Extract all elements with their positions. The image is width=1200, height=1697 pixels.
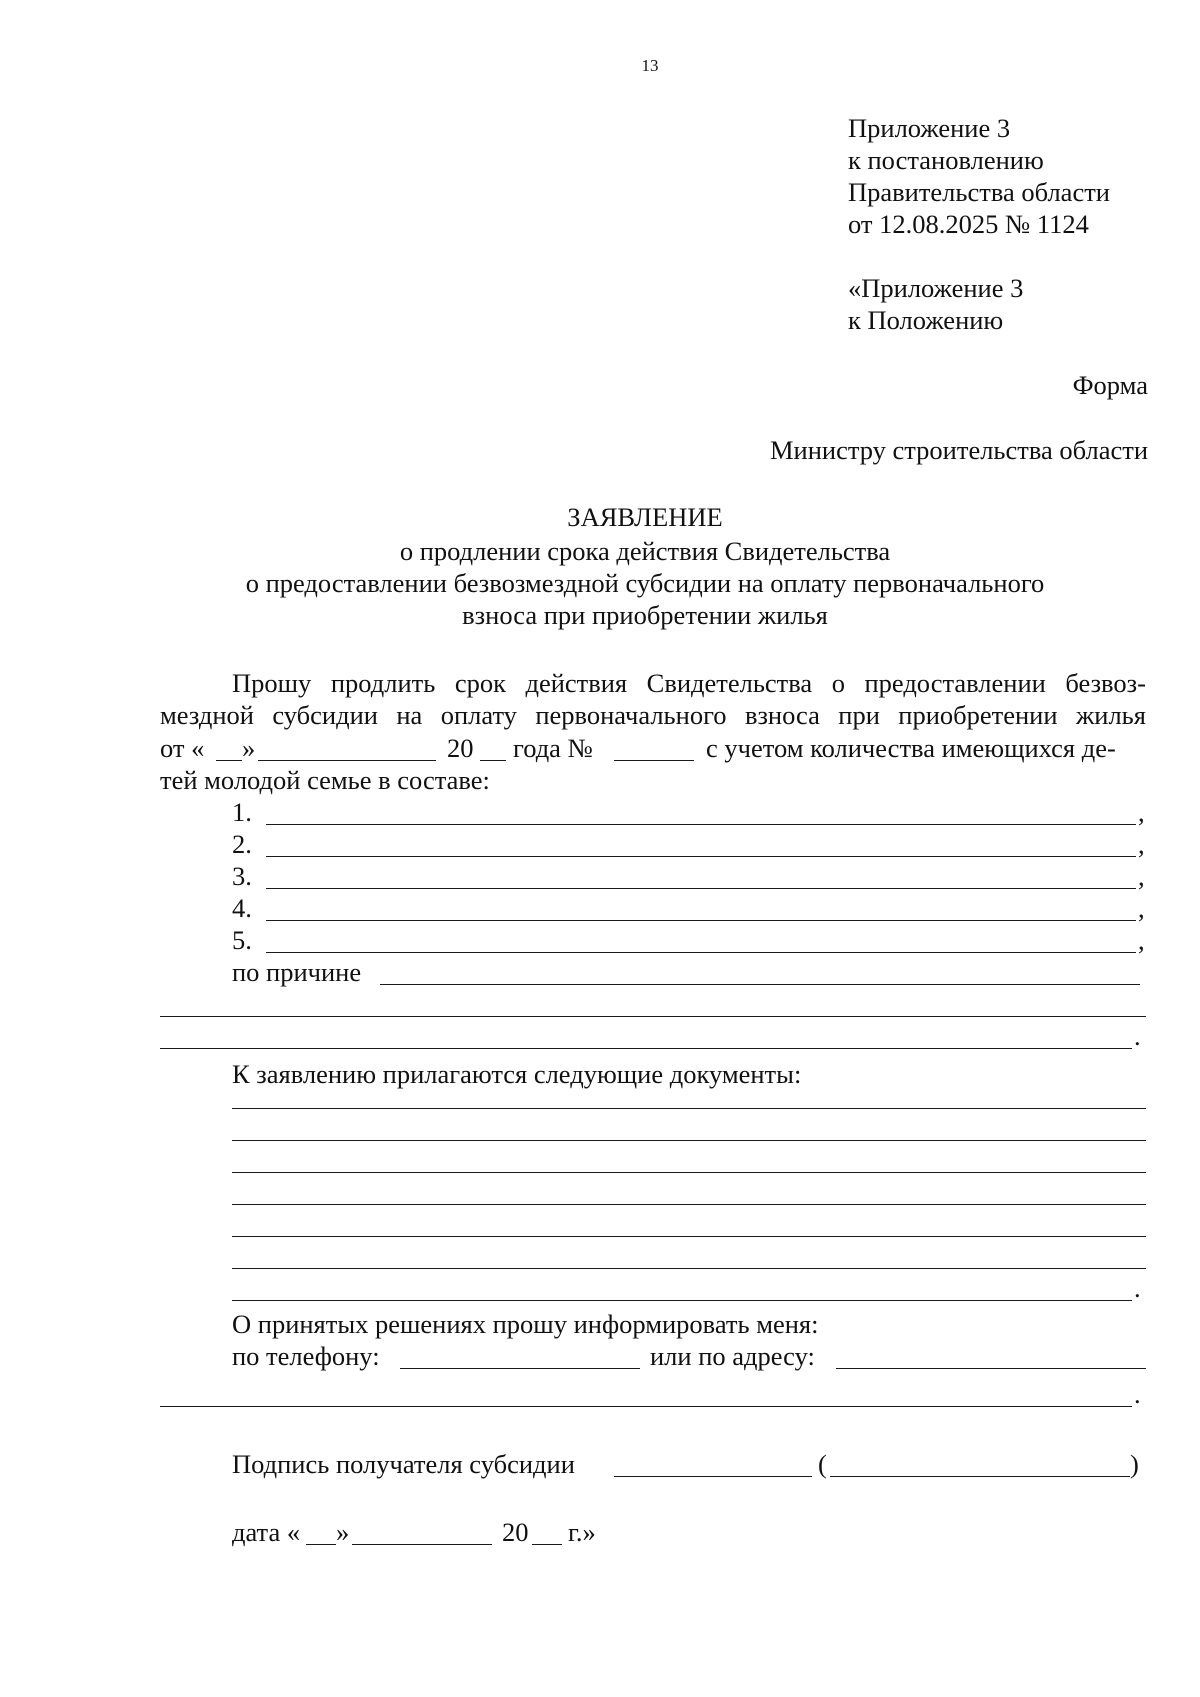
word: безвоз-	[1065, 668, 1146, 698]
address-period: .	[1134, 1379, 1141, 1409]
form-label: Форма	[1072, 370, 1148, 400]
addressee: Министру строительства области	[769, 435, 1148, 465]
document-field-1[interactable]	[232, 1108, 1146, 1109]
list-item-number: 3.	[232, 861, 252, 891]
word: Прошу	[232, 668, 312, 698]
list-item-number: 1.	[232, 797, 252, 827]
word: о	[831, 668, 845, 698]
date-close-quote: »	[242, 733, 256, 763]
signature-label: Подпись получателя субсидии	[232, 1449, 575, 1479]
reason-period: .	[1134, 1021, 1141, 1051]
address-field-1[interactable]	[836, 1368, 1146, 1369]
title-line: взноса при приобретении жилья	[462, 600, 828, 630]
reason-label: по причине	[232, 957, 362, 987]
number-label: года №	[513, 733, 593, 763]
child-field-5[interactable]	[266, 952, 1136, 953]
title-line: о предоставлении безвозмездной субсидии на оплату первоначального	[245, 568, 1045, 598]
word: срок	[454, 668, 506, 698]
address-field-2[interactable]	[160, 1406, 1132, 1407]
word: на	[396, 700, 423, 730]
phone-label: по телефону:	[232, 1341, 380, 1371]
reason-field-1[interactable]	[380, 984, 1140, 985]
appendix-line: к постановлению	[848, 145, 1044, 175]
child-field-2[interactable]	[266, 856, 1136, 857]
signature-close-paren: )	[1130, 1449, 1139, 1479]
child-field-4[interactable]	[266, 920, 1136, 921]
appendix-line: «Приложение 3	[848, 273, 1024, 303]
documents-label: К заявлению прилагаются следующие документы:	[232, 1059, 802, 1089]
appendix-header-2	[848, 272, 1023, 336]
date-year-suffix: г.»	[568, 1517, 596, 1547]
list-item-number: 4.	[232, 893, 252, 923]
signature-day-field[interactable]	[306, 1544, 336, 1545]
document-field-2[interactable]	[232, 1140, 1146, 1141]
document-field-6[interactable]	[232, 1268, 1146, 1269]
body-line-2	[160, 700, 1146, 731]
signature-field[interactable]	[614, 1476, 812, 1477]
year-field[interactable]	[480, 760, 506, 761]
word: предоставлении	[864, 668, 1046, 698]
word: Свидетельства	[646, 668, 813, 698]
appendix-line: к Положению	[848, 305, 1004, 335]
word: продлить	[330, 668, 436, 698]
document-field-4[interactable]	[232, 1204, 1146, 1205]
date-year-prefix: 20	[502, 1517, 529, 1547]
phone-field[interactable]	[400, 1368, 640, 1369]
page-number: 13	[641, 56, 659, 75]
year-prefix: 20	[447, 733, 474, 763]
word: субсидии	[272, 700, 378, 730]
child-field-3[interactable]	[266, 888, 1136, 889]
reason-field-3[interactable]	[160, 1048, 1132, 1049]
title-line: о продлении срока действия Свидетельства	[399, 536, 891, 566]
body-line-3-tail: с учетом количества имеющихся де-	[706, 733, 1116, 763]
date-label: дата «	[232, 1517, 301, 1547]
date-close-quote: »	[336, 1517, 350, 1547]
body-line-4: тей молодой семье в составе:	[160, 765, 490, 795]
certificate-number-field[interactable]	[614, 760, 694, 761]
inform-label: О принятых решениях прошу информировать меня:	[232, 1309, 819, 1339]
signature-year-field[interactable]	[532, 1544, 562, 1545]
word: жилья	[1075, 700, 1146, 730]
appendix-header	[848, 112, 1110, 240]
document-field-5[interactable]	[232, 1236, 1146, 1237]
word: первоначального	[535, 700, 727, 730]
word: действия	[525, 668, 628, 698]
date-open-quote: от «	[160, 733, 205, 763]
address-label: или по адресу:	[650, 1341, 815, 1371]
list-item-comma: ,	[1138, 829, 1145, 859]
word: оплату	[440, 700, 517, 730]
signature-name-field[interactable]	[830, 1476, 1130, 1477]
reason-field-2[interactable]	[160, 1016, 1146, 1017]
word: при	[838, 700, 880, 730]
list-item-number: 2.	[232, 829, 252, 859]
word: взноса	[744, 700, 820, 730]
day-field[interactable]	[216, 760, 242, 761]
list-item-comma: ,	[1138, 893, 1145, 923]
document-title: ЗАЯВЛЕНИЕ	[567, 502, 723, 532]
documents-period: .	[1134, 1273, 1141, 1303]
document-field-7[interactable]	[232, 1300, 1132, 1301]
signature-month-field[interactable]	[352, 1544, 492, 1545]
word: мездной	[160, 700, 254, 730]
appendix-line: от 12.08.2025 № 1124	[848, 209, 1089, 239]
list-item-number: 5.	[232, 925, 252, 955]
document-field-3[interactable]	[232, 1172, 1146, 1173]
word: приобретении	[898, 700, 1058, 730]
signature-open-paren: (	[818, 1449, 827, 1479]
body-line-1	[232, 668, 1146, 699]
list-item-comma: ,	[1138, 861, 1145, 891]
appendix-line: Приложение 3	[848, 113, 1011, 143]
month-field[interactable]	[258, 760, 436, 761]
list-item-comma: ,	[1138, 925, 1145, 955]
appendix-line: Правительства области	[848, 177, 1110, 207]
list-item-comma: ,	[1138, 797, 1145, 827]
child-field-1[interactable]	[266, 824, 1136, 825]
